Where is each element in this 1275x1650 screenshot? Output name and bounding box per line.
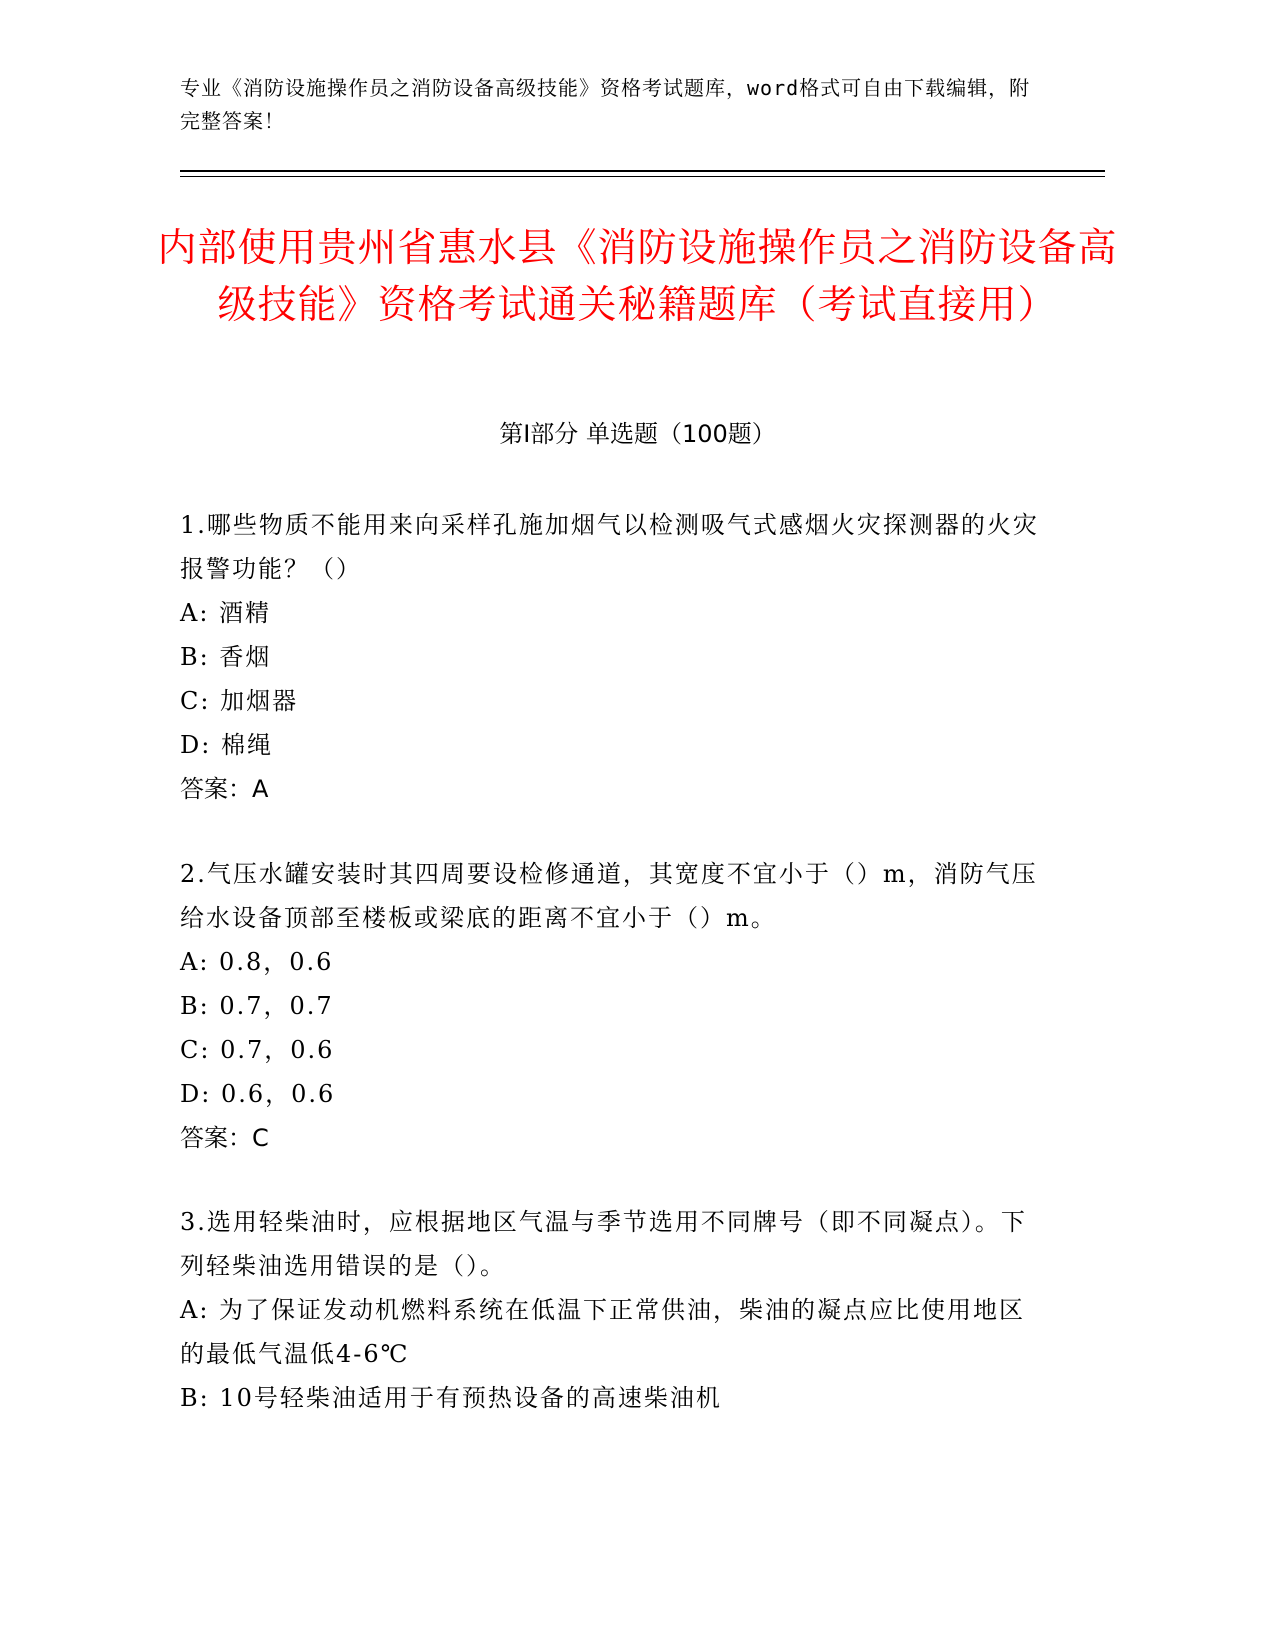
question-2	[180, 852, 1040, 1160]
question-stem: 1.哪些物质不能用来向采样孔施加烟气以检测吸气式感烟火灾探测器的火灾报警功能？（）	[180, 511, 1039, 583]
option-b: B: 香烟	[180, 643, 272, 671]
option-d: D: 0.6，0.6	[180, 1080, 336, 1108]
section-heading: 第I部分 单选题（100题）	[499, 420, 776, 448]
header-note: 专业《消防设施操作员之消防设备高级技能》资格考试题库，word格式可自由下载编辑，附完整答案！	[180, 76, 1031, 133]
option-d: D: 棉绳	[180, 731, 273, 759]
question-3	[180, 1200, 1040, 1420]
answer: 答案：C	[180, 1124, 269, 1152]
option-a: A: 酒精	[180, 599, 272, 627]
document-title: 内部使用贵州省惠水县《消防设施操作员之消防设备高级技能》资格考试通关秘籍题库（考试直接用）	[157, 226, 1118, 328]
header-divider-thick	[180, 170, 1105, 172]
option-c: C: 0.7，0.6	[180, 1036, 335, 1064]
option-c: C: 加烟器	[180, 687, 299, 715]
answer: 答案：A	[180, 775, 269, 803]
question-stem: 3.选用轻柴油时，应根据地区气温与季节选用不同牌号（即不同凝点）。下列轻柴油选用错误的是（）。	[180, 1208, 1027, 1280]
option-b: B: 0.7，0.7	[180, 992, 334, 1020]
header-divider-thin	[180, 176, 1105, 177]
question-stem: 2.气压水罐安装时其四周要设检修通道，其宽度不宜小于（）m，消防气压给水设备顶部至楼板或梁底的距离不宜小于（）m。	[180, 860, 1038, 932]
option-a: A: 为了保证发动机燃料系统在低温下正常供油，柴油的凝点应比使用地区的最低气温低4-6℃	[180, 1296, 1026, 1368]
question-1	[180, 503, 1040, 811]
option-b: B: 10号轻柴油适用于有预热设备的高速柴油机	[180, 1384, 722, 1412]
option-a: A: 0.8，0.6	[180, 948, 334, 976]
